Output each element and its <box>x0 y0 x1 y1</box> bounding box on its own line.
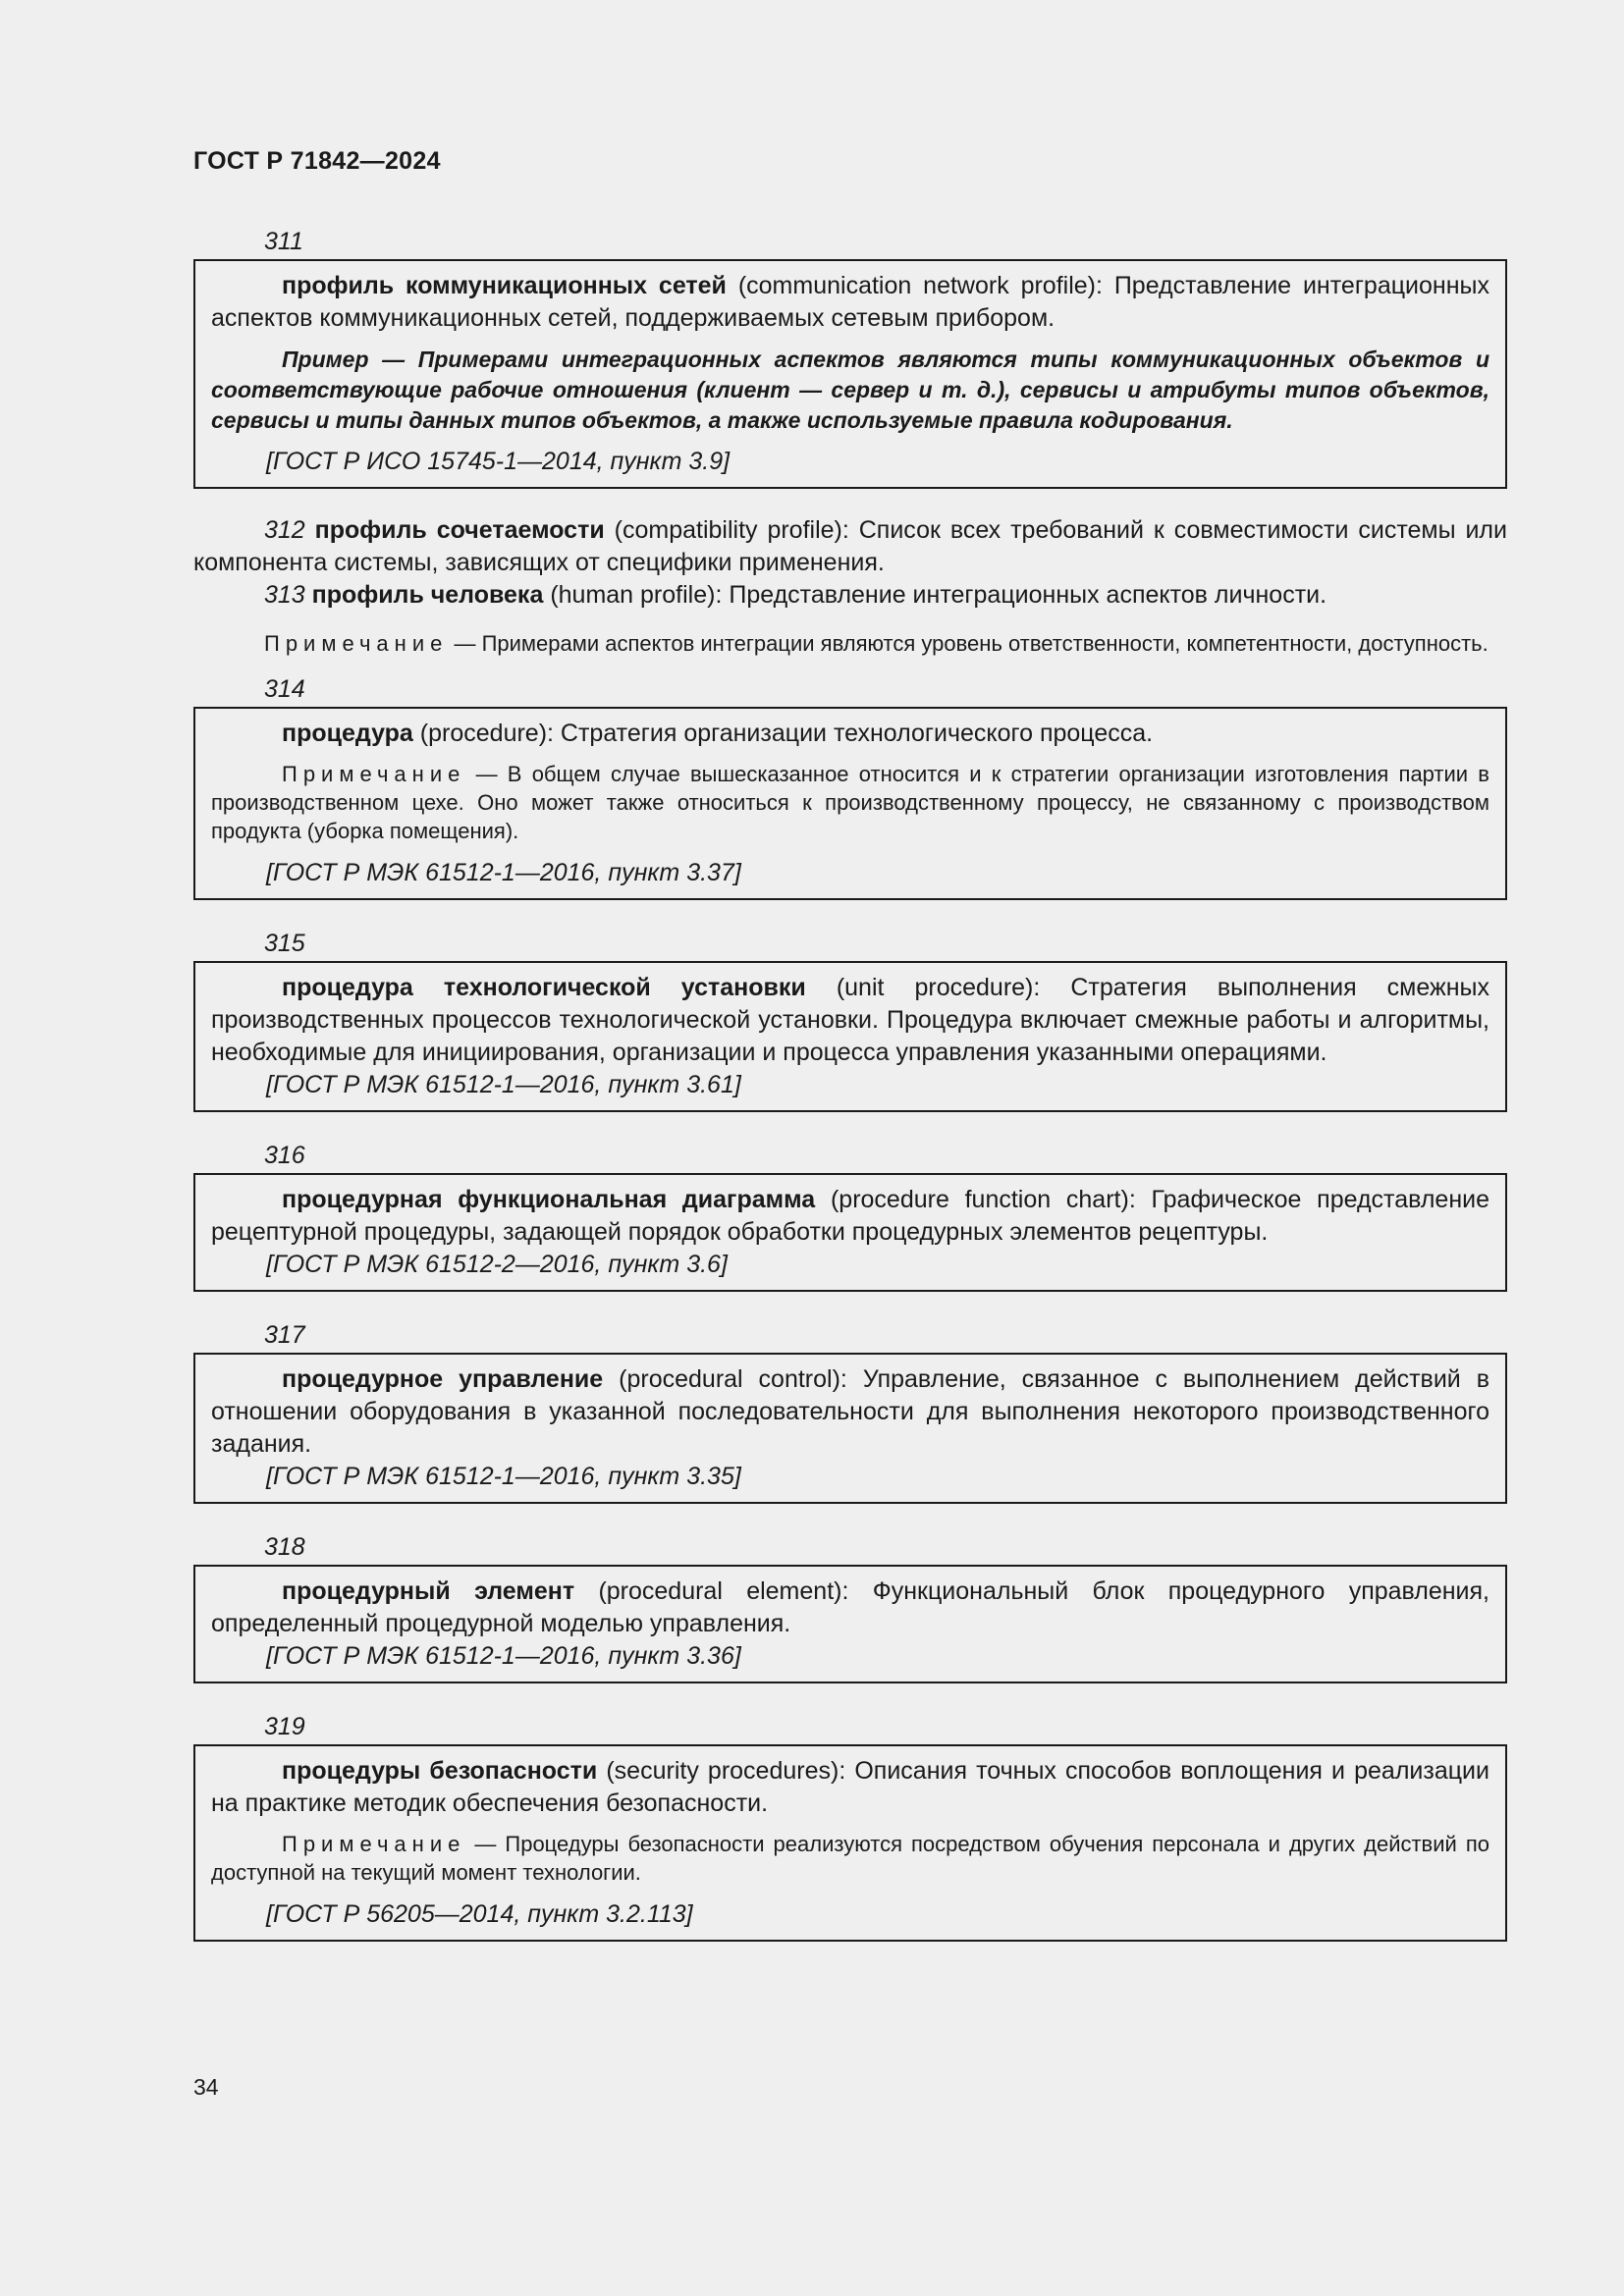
term-note-313 <box>193 629 1507 658</box>
term-source-317: [ГОСТ Р МЭК 61512-1—2016, пункт 3.35] <box>266 1463 741 1490</box>
term-english: (unit procedure) <box>836 974 1034 1001</box>
term-definition-318 <box>211 1575 1489 1640</box>
term-box-314 <box>193 707 1507 900</box>
term-text: : Список всех требований к совместимости системы или компонента системы, зависящих от специфики применения. <box>193 516 1507 576</box>
term-name: процедурный элемент <box>282 1577 575 1605</box>
term-box-317 <box>193 1353 1507 1504</box>
term-definition-319 <box>211 1755 1489 1820</box>
note-label: Примечание <box>282 1832 466 1856</box>
term-source-311: [ГОСТ Р ИСО 15745-1—2014, пункт 3.9] <box>266 448 731 475</box>
term-text: : Представление интеграционных аспектов коммуникационных сетей, поддерживаемых сетевым прибором. <box>211 272 1490 332</box>
term-note-319 <box>211 1830 1489 1887</box>
term-name: процедуры безопасности <box>282 1757 598 1785</box>
term-note-314 <box>211 760 1489 845</box>
term-number-311: 311 <box>264 228 303 255</box>
term-english: (security procedures) <box>606 1757 839 1785</box>
term-source-315: [ГОСТ Р МЭК 61512-1—2016, пункт 3.61] <box>266 1071 741 1098</box>
term-number-317: 317 <box>264 1321 305 1349</box>
term-name: процедурное управление <box>282 1365 604 1393</box>
term-definition-315 <box>211 972 1489 1069</box>
term-text: : Графическое представление рецептурной процедуры, задающей порядок обработки процедурных элементов рецептуры. <box>211 1186 1489 1246</box>
term-number-319: 319 <box>264 1713 305 1740</box>
term-english: (procedural element) <box>598 1577 842 1605</box>
term-source-319: [ГОСТ Р 56205—2014, пункт 3.2.113] <box>266 1900 693 1928</box>
term-source-318: [ГОСТ Р МЭК 61512-1—2016, пункт 3.36] <box>266 1642 741 1670</box>
term-box-315 <box>193 961 1507 1112</box>
page-number: 34 <box>193 2074 219 2100</box>
term-number-316: 316 <box>264 1142 305 1169</box>
note-text: — Процедуры безопасности реализуются посредством обучения персонала и других действий по доступной на текущий момент технологии. <box>211 1832 1489 1885</box>
term-definition-317 <box>211 1363 1489 1461</box>
term-number-315: 315 <box>264 930 305 957</box>
term-number-314: 314 <box>264 675 305 703</box>
term-english: (compatibility profile) <box>614 516 842 544</box>
term-source-316: [ГОСТ Р МЭК 61512-2—2016, пункт 3.6] <box>266 1251 728 1278</box>
term-text: : Стратегия организации технологического процесса. <box>547 720 1154 747</box>
term-text: : Стратегия выполнения смежных производственных процессов технологической установки. Процедура включает смежные работы и алгоритмы, необходимые для инициирования, организации и процесса управления указанными операциями. <box>211 974 1489 1066</box>
term-box-316 <box>193 1173 1507 1292</box>
note-label: Примечание <box>282 762 466 786</box>
term-box-311 <box>193 259 1507 489</box>
term-box-318 <box>193 1565 1507 1683</box>
terms-content <box>193 224 1507 1967</box>
term-name: процедура <box>282 720 413 747</box>
term-name: профиль человека <box>311 581 544 609</box>
term-english: (human profile) <box>550 581 716 609</box>
term-text: : Функциональный блок процедурного управления, определенный процедурной моделью управления. <box>211 1577 1489 1637</box>
term-definition-311 <box>211 270 1489 335</box>
term-definition-316 <box>211 1184 1489 1249</box>
term-english: (communication network profile) <box>737 272 1096 299</box>
term-box-319 <box>193 1744 1507 1942</box>
note-text: — Примерами аспектов интеграции являются уровень ответственности, компетентности, доступность. <box>448 631 1489 656</box>
term-number-313: 313 <box>264 581 305 609</box>
term-text: : Управление, связанное с выполнением действий в отношении оборудования в указанной последовательности для выполнения некоторого производственного задания. <box>211 1365 1489 1458</box>
term-english: (procedure) <box>419 720 548 747</box>
term-definition-313 <box>193 579 1507 612</box>
term-definition-314 <box>211 718 1489 750</box>
term-english: (procedural control) <box>619 1365 840 1393</box>
note-label: Примечание <box>264 631 449 656</box>
term-name: профиль сочетаемости <box>314 516 605 544</box>
term-number-318: 318 <box>264 1533 305 1561</box>
term-source-314: [ГОСТ Р МЭК 61512-1—2016, пункт 3.37] <box>266 859 741 886</box>
term-name: профиль коммуникационных сетей <box>282 272 727 299</box>
term-definition-312 <box>193 514 1507 579</box>
term-text: : Описания точных способов воплощения и реализации на практике методик обеспечения безопасности. <box>211 1757 1489 1817</box>
note-text: — В общем случае вышесказанное относится и к стратегии организации изготовления партии в производственном цехе. Оно может также относиться к производственному процессу, не связанному с производством продукта (уборка помещения). <box>211 762 1489 843</box>
free-terms-312-313 <box>193 514 1507 658</box>
term-name: процедура технологической установки <box>282 974 806 1001</box>
document-header: ГОСТ Р 71842—2024 <box>193 147 441 175</box>
term-number-312: 312 <box>264 516 305 544</box>
term-text: : Представление интеграционных аспектов личности. <box>715 581 1327 609</box>
term-name: процедурная функциональная диаграмма <box>282 1186 816 1213</box>
term-english: (procedure function chart) <box>830 1186 1129 1213</box>
term-example-311: Пример — Примерами интеграционных аспектов являются типы коммуникационных объектов и соответствующие рабочие отношения (клиент — сервер и т. д.), сервисы и атрибуты типов объектов, сервисы и типы данных типов объектов, а также используемые правила кодирования. <box>211 347 1489 433</box>
